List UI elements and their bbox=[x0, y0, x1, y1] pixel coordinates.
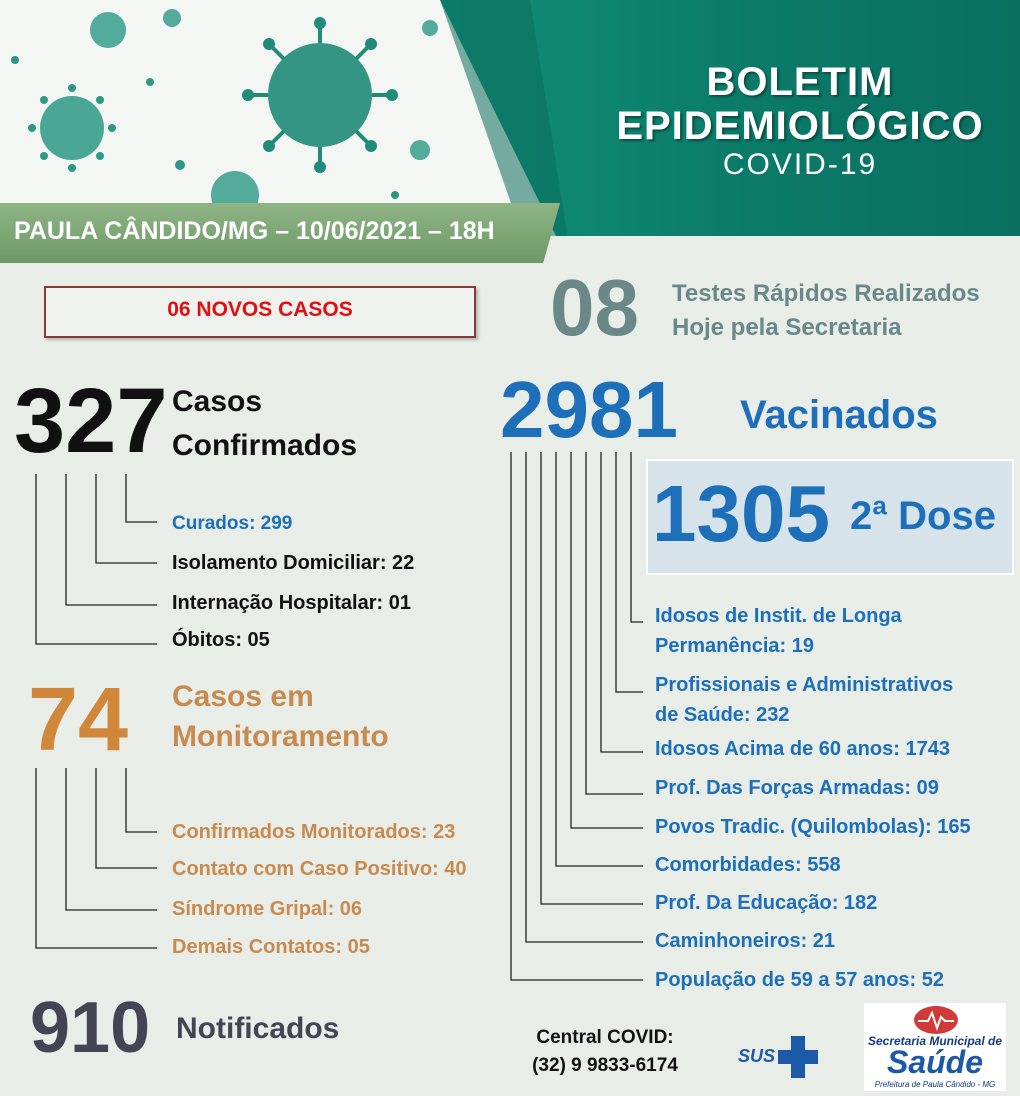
monitoring-item-other-contacts: Demais Contatos: 05 bbox=[172, 936, 370, 958]
sus-cross-icon bbox=[778, 1034, 818, 1080]
rapid-tests-label-line1: Testes Rápidos Realizados bbox=[672, 280, 980, 307]
monitoring-label-line1: Casos em bbox=[172, 680, 314, 713]
vaccine-group-comorbidities: Comorbidades: 558 bbox=[655, 854, 841, 876]
logo-text-city-hall: Prefeitura de Paula Cândido - MG bbox=[874, 1080, 996, 1089]
vaccine-group-truck-drivers: Caminhoneiros: 21 bbox=[655, 930, 836, 952]
central-covid-phone: (32) 9 9833-6174 bbox=[532, 1055, 678, 1076]
monitoring-item-contact-positive: Contato com Caso Positivo: 40 bbox=[172, 858, 467, 880]
central-covid-label: Central COVID: bbox=[536, 1027, 674, 1048]
monitoring-label-line2: Monitoramento bbox=[172, 720, 389, 753]
confirmed-item-cured: Curados: 299 bbox=[172, 513, 293, 534]
second-dose-number: 1305 bbox=[652, 469, 830, 558]
title-line-2: EPIDEMIOLÓGICO bbox=[616, 104, 984, 148]
vaccinated-number: 2981 bbox=[500, 365, 678, 454]
vaccine-group-elderly-60: Idosos Acima de 60 anos: 1743 bbox=[655, 738, 950, 760]
vaccine-group-age-59-57: População de 59 a 57 anos: 52 bbox=[655, 969, 945, 991]
vaccine-group-line2: de Saúde: 232 bbox=[655, 704, 790, 726]
location-date-text: PAULA CÂNDIDO/MG – 10/06/2021 – 18H bbox=[14, 217, 495, 245]
monitoring-number: 74 bbox=[28, 670, 129, 770]
confirmed-item-home-isolation: Isolamento Domiciliar: 22 bbox=[172, 552, 415, 574]
rapid-tests-label-line2: Hoje pela Secretaria bbox=[672, 314, 902, 341]
notified-number: 910 bbox=[30, 988, 151, 1068]
confirmed-label-line2: Confirmados bbox=[172, 429, 358, 462]
confirmed-item-deaths: Óbitos: 05 bbox=[172, 629, 270, 651]
monitoring-item-flu-syndrome: Síndrome Gripal: 06 bbox=[172, 898, 363, 920]
notified-label: Notificados bbox=[176, 1012, 340, 1045]
logo-text-health: Saúde bbox=[886, 1044, 984, 1080]
new-cases-text: 06 NOVOS CASOS bbox=[167, 298, 353, 321]
title-line-3: COVID-19 bbox=[722, 148, 878, 181]
vaccine-group-line1: Idosos de Instit. de Longa bbox=[655, 605, 902, 627]
vaccinated-label: Vacinados bbox=[740, 393, 938, 437]
confirmed-number: 327 bbox=[14, 370, 168, 472]
vaccine-group-health-workers bbox=[655, 670, 953, 730]
title-line-1: BOLETIM bbox=[706, 60, 894, 104]
vaccine-group-long-term-elderly bbox=[655, 601, 902, 661]
confirmed-label-line1: Casos bbox=[172, 385, 263, 418]
monitoring-item-confirmed: Confirmados Monitorados: 23 bbox=[172, 821, 456, 843]
sus-logo-text: SUS bbox=[738, 1046, 776, 1066]
rapid-tests-number: 08 bbox=[550, 263, 639, 352]
second-dose-label: 2ª Dose bbox=[850, 494, 996, 538]
monitoring-label bbox=[172, 677, 389, 757]
vaccine-group-line1: Profissionais e Administrativos bbox=[655, 674, 954, 696]
logo-text-secretariat: Secretaria Municipal de bbox=[867, 1034, 1003, 1048]
confirmed-item-hospitalized: Internação Hospitalar: 01 bbox=[172, 592, 411, 614]
vaccine-group-line2: Permanência: 19 bbox=[655, 635, 814, 657]
vaccine-group-armed-forces: Prof. Das Forças Armadas: 09 bbox=[655, 777, 939, 799]
heart-pulse-icon bbox=[912, 1004, 960, 1036]
vaccine-group-education: Prof. Da Educação: 182 bbox=[655, 892, 878, 914]
vaccine-group-quilombolas: Povos Tradic. (Quilombolas): 165 bbox=[655, 816, 971, 838]
